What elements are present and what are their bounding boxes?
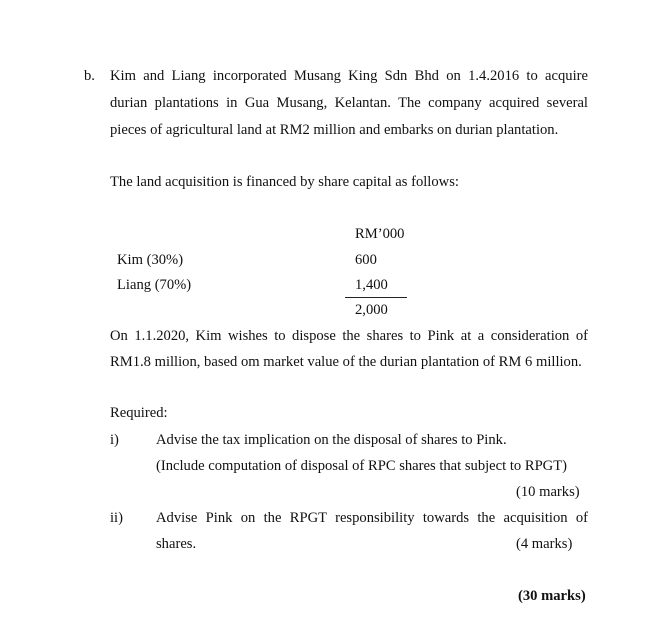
total-value: 2,000 <box>355 302 388 318</box>
part-line: Advise the tax implication on the disposal of shares to Pink. <box>156 432 507 448</box>
intro-line: pieces of agricultural land at RM2 million and embarks on durian plantation. <box>110 122 559 138</box>
part-number: ii) <box>110 510 123 526</box>
shareholder-name: Kim (30%) <box>117 252 184 268</box>
shareholder-name: Liang (70%) <box>117 277 192 293</box>
shareholder-value: 1,400 <box>355 277 388 293</box>
disposal-line: On 1.1.2020, Kim wishes to dispose the shares to Pink at a consideration of <box>110 328 588 344</box>
disposal-line: RM1.8 million, based om market value of the durian plantation of RM 6 million. <box>110 354 582 370</box>
part-number: i) <box>110 432 119 448</box>
part-marks: (4 marks) <box>516 536 573 552</box>
shareholder-value: 600 <box>355 252 377 268</box>
part-line: (Include computation of disposal of RPC shares that subject to RPGT) <box>156 458 567 474</box>
question-label: b. <box>84 68 95 84</box>
required-label: Required: <box>110 405 168 421</box>
intro-line: Kim and Liang incorporated Musang King Sdn Bhd on 1.4.2016 to acquire <box>110 68 588 84</box>
part-line: Advise Pink on the RPGT responsibility towards the acquisition of <box>156 510 588 526</box>
unit-header: RM’000 <box>355 226 405 242</box>
total-marks: (30 marks) <box>518 588 586 604</box>
financing-text: The land acquisition is financed by share capital as follows: <box>110 174 459 190</box>
total-rule <box>345 297 407 298</box>
part-line: shares. <box>156 536 197 552</box>
part-marks: (10 marks) <box>516 484 580 500</box>
intro-line: durian plantations in Gua Musang, Kelantan. The company acquired several <box>110 95 588 111</box>
